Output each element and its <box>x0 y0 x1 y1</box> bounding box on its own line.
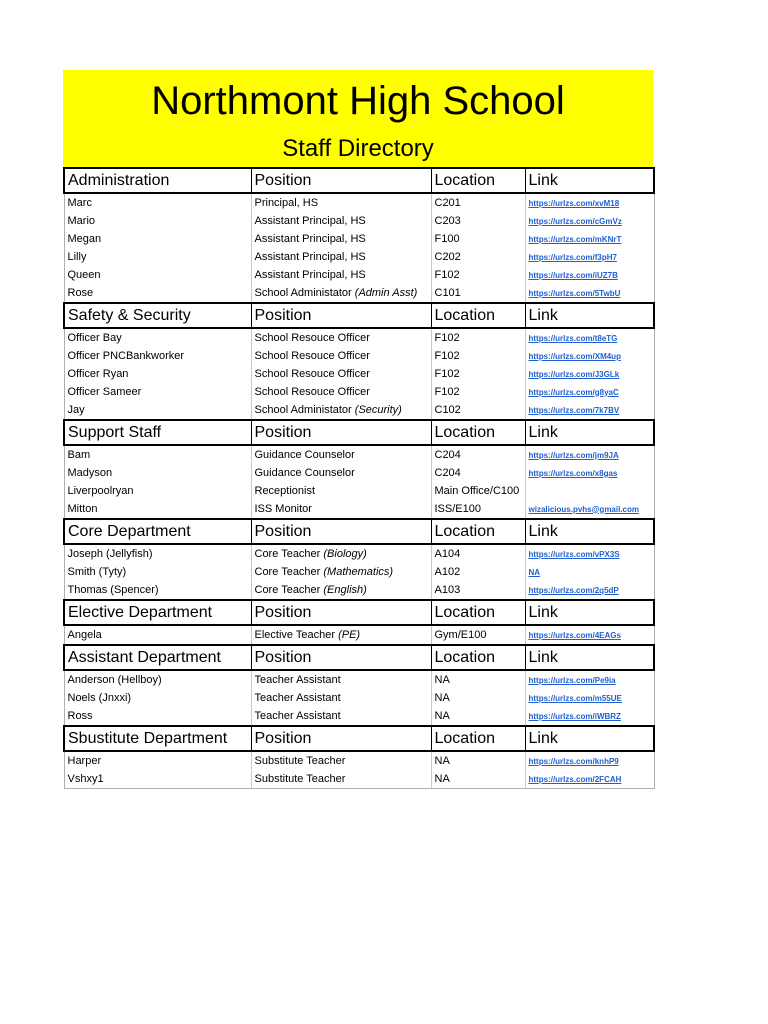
position-header: Position <box>251 420 431 445</box>
table-row <box>64 581 654 600</box>
staff-link-cell <box>525 625 654 645</box>
staff-position <box>251 230 431 248</box>
staff-name: Madyson <box>64 464 251 482</box>
staff-name: Marc <box>64 193 251 212</box>
staff-link-cell <box>525 707 654 726</box>
staff-link-cell <box>525 266 654 284</box>
position-text: Elective Teacher <box>254 629 339 641</box>
table-row <box>64 482 654 500</box>
staff-link[interactable]: https://urlzs.com/x8gas <box>528 468 618 478</box>
staff-link[interactable]: https://urlzs.com/J3GLk <box>528 369 620 379</box>
staff-name: Jay <box>64 401 251 420</box>
location-header: Location <box>431 726 525 751</box>
position-text: Teacher Assistant <box>254 674 341 686</box>
position-header: Position <box>251 168 431 193</box>
staff-name: Officer Ryan <box>64 365 251 383</box>
table-row <box>64 563 654 581</box>
page-subtitle: Staff Directory <box>282 135 434 162</box>
position-text: Core Teacher <box>254 584 324 596</box>
staff-position <box>251 770 431 789</box>
staff-location: C102 <box>431 401 525 420</box>
staff-link-cell <box>525 563 654 581</box>
position-note: (Admin Asst) <box>354 287 418 299</box>
position-text: Substitute Teacher <box>254 755 346 767</box>
staff-link-cell <box>525 212 654 230</box>
table-row <box>64 544 654 563</box>
staff-position <box>251 445 431 464</box>
section-title: Assistant Department <box>64 645 251 670</box>
link-header: Link <box>525 645 654 670</box>
staff-position <box>251 365 431 383</box>
position-text: School Administator <box>254 404 355 416</box>
staff-link[interactable]: https://urlzs.com/4EAGs <box>528 630 621 640</box>
staff-link-cell <box>525 544 654 563</box>
section-header-row <box>64 519 654 544</box>
staff-link[interactable]: https://urlzs.com/XM4up <box>528 351 621 361</box>
staff-link[interactable]: https://urlzs.com/m55UE <box>528 693 622 703</box>
staff-location: C101 <box>431 284 525 303</box>
staff-position <box>251 193 431 212</box>
position-header: Position <box>251 303 431 328</box>
staff-name: Officer Sameer <box>64 383 251 401</box>
staff-name: Liverpoolryan <box>64 482 251 500</box>
staff-position <box>251 500 431 519</box>
link-header: Link <box>525 168 654 193</box>
staff-location: F102 <box>431 383 525 401</box>
table-row <box>64 751 654 770</box>
staff-link[interactable]: https://urlzs.com/vPX3S <box>528 549 620 559</box>
staff-link[interactable]: https://urlzs.com/knhP9 <box>528 756 619 766</box>
table-row <box>64 464 654 482</box>
staff-name: Bam <box>64 445 251 464</box>
staff-position <box>251 248 431 266</box>
staff-position <box>251 689 431 707</box>
link-header: Link <box>525 726 654 751</box>
staff-link[interactable]: https://urlzs.com/jm9JA <box>528 450 619 460</box>
staff-position <box>251 328 431 347</box>
staff-location: C202 <box>431 248 525 266</box>
staff-link-cell <box>525 581 654 600</box>
staff-link-cell <box>525 328 654 347</box>
section-header-row <box>64 645 654 670</box>
link-header: Link <box>525 303 654 328</box>
staff-name: Rose <box>64 284 251 303</box>
section-title: Elective Department <box>64 600 251 625</box>
staff-name: Joseph (Jellyfish) <box>64 544 251 563</box>
table-row <box>64 365 654 383</box>
table-row <box>64 707 654 726</box>
position-note: (Security) <box>354 404 402 416</box>
table-row <box>64 284 654 303</box>
staff-link[interactable]: https://urlzs.com/xvM18 <box>528 198 620 208</box>
position-text: ISS Monitor <box>254 503 312 515</box>
staff-link-cell <box>525 284 654 303</box>
staff-location: Gym/E100 <box>431 625 525 645</box>
table-row <box>64 230 654 248</box>
staff-location: NA <box>431 707 525 726</box>
staff-position <box>251 464 431 482</box>
section-title: Administration <box>64 168 251 193</box>
section-title: Support Staff <box>64 420 251 445</box>
table-row <box>64 689 654 707</box>
position-text: Guidance Counselor <box>254 467 355 479</box>
staff-position <box>251 670 431 689</box>
staff-name: Noels (Jnxxi) <box>64 689 251 707</box>
staff-link-cell <box>525 464 654 482</box>
staff-location: F100 <box>431 230 525 248</box>
section-title: Core Department <box>64 519 251 544</box>
position-header: Position <box>251 726 431 751</box>
table-row <box>64 770 654 789</box>
staff-link-cell <box>525 401 654 420</box>
link-header: Link <box>525 519 654 544</box>
staff-position <box>251 581 431 600</box>
location-header: Location <box>431 168 525 193</box>
staff-location: C203 <box>431 212 525 230</box>
staff-name: Thomas (Spencer) <box>64 581 251 600</box>
section-header-row <box>64 168 654 193</box>
position-text: Core Teacher <box>254 566 324 578</box>
staff-link-cell <box>525 500 654 519</box>
staff-link-cell <box>525 770 654 789</box>
section-header-row <box>64 303 654 328</box>
location-header: Location <box>431 645 525 670</box>
staff-location: NA <box>431 751 525 770</box>
staff-link-cell <box>525 365 654 383</box>
staff-name: Smith (Tyty) <box>64 563 251 581</box>
position-text: Teacher Assistant <box>254 692 341 704</box>
staff-link-cell <box>525 248 654 266</box>
position-text: School Resouce Officer <box>254 332 370 344</box>
staff-name: Anderson (Hellboy) <box>64 670 251 689</box>
table-row <box>64 347 654 365</box>
section-header-row <box>64 600 654 625</box>
staff-link[interactable]: https://urlzs.com/t8eTG <box>528 333 618 343</box>
staff-location: A103 <box>431 581 525 600</box>
position-text: School Resouce Officer <box>254 350 370 362</box>
staff-location: F102 <box>431 347 525 365</box>
table-row <box>64 248 654 266</box>
position-note: (Mathematics) <box>323 566 394 578</box>
position-text: School Administator <box>254 287 355 299</box>
section-header-row <box>64 420 654 445</box>
table-row <box>64 193 654 212</box>
staff-location: NA <box>431 770 525 789</box>
position-note: (English) <box>323 584 367 596</box>
staff-link[interactable]: https://urlzs.com/7k7BV <box>528 405 620 415</box>
position-text: Guidance Counselor <box>254 449 355 461</box>
link-header: Link <box>525 420 654 445</box>
staff-position <box>251 266 431 284</box>
staff-location: NA <box>431 670 525 689</box>
staff-link-cell <box>525 383 654 401</box>
staff-link-cell <box>525 445 654 464</box>
section-title: Sbustitute Department <box>64 726 251 751</box>
staff-link[interactable]: https://urlzs.com/5TwbU <box>528 288 621 298</box>
staff-location: A104 <box>431 544 525 563</box>
position-header: Position <box>251 519 431 544</box>
staff-location: C204 <box>431 464 525 482</box>
staff-position <box>251 284 431 303</box>
staff-link[interactable]: wizalicious.pvhs@gmail.com <box>528 504 639 514</box>
staff-location: Main Office/C100 <box>431 482 525 500</box>
position-text: Receptionist <box>254 485 316 497</box>
staff-name: Angela <box>64 625 251 645</box>
title-banner <box>63 70 653 167</box>
position-header: Position <box>251 645 431 670</box>
staff-directory-sheet <box>63 70 653 789</box>
staff-link-cell <box>525 193 654 212</box>
position-text: School Resouce Officer <box>254 368 370 380</box>
staff-link-cell <box>525 670 654 689</box>
staff-name: Vshxy1 <box>64 770 251 789</box>
staff-link[interactable]: https://urlzs.com/f3pH7 <box>528 252 617 262</box>
table-row <box>64 625 654 645</box>
staff-location: F102 <box>431 365 525 383</box>
staff-link-cell <box>525 689 654 707</box>
staff-link-cell <box>525 482 654 500</box>
position-text: School Resouce Officer <box>254 386 370 398</box>
table-row <box>64 500 654 519</box>
staff-position <box>251 482 431 500</box>
table-row <box>64 401 654 420</box>
staff-location: F102 <box>431 266 525 284</box>
link-header: Link <box>525 600 654 625</box>
staff-name: Harper <box>64 751 251 770</box>
staff-link[interactable]: https://urlzs.com/Pe9ia <box>528 675 616 685</box>
location-header: Location <box>431 420 525 445</box>
staff-location: C201 <box>431 193 525 212</box>
staff-location: NA <box>431 689 525 707</box>
staff-location: A102 <box>431 563 525 581</box>
staff-location: ISS/E100 <box>431 500 525 519</box>
table-row <box>64 212 654 230</box>
position-text: Assistant Principal, HS <box>254 251 366 263</box>
page-title: Northmont High School <box>151 79 565 123</box>
staff-name: Officer Bay <box>64 328 251 347</box>
staff-name: Queen <box>64 266 251 284</box>
staff-link[interactable]: https://urlzs.com/cGmVz <box>528 216 622 226</box>
staff-location: F102 <box>431 328 525 347</box>
staff-name: Lilly <box>64 248 251 266</box>
table-row <box>64 328 654 347</box>
staff-name: Ross <box>64 707 251 726</box>
location-header: Location <box>431 303 525 328</box>
staff-position <box>251 751 431 770</box>
staff-position <box>251 383 431 401</box>
position-text: Principal, HS <box>254 197 319 209</box>
staff-link-cell <box>525 230 654 248</box>
table-row <box>64 383 654 401</box>
staff-name: Mitton <box>64 500 251 519</box>
location-header: Location <box>431 519 525 544</box>
staff-position <box>251 544 431 563</box>
staff-position <box>251 625 431 645</box>
position-text: Assistant Principal, HS <box>254 269 366 281</box>
staff-link[interactable]: https://urlzs.com/iWBRZ <box>528 711 621 721</box>
position-text: Assistant Principal, HS <box>254 233 366 245</box>
section-header-row <box>64 726 654 751</box>
staff-name: Megan <box>64 230 251 248</box>
staff-name: Officer PNCBankworker <box>64 347 251 365</box>
table-row <box>64 445 654 464</box>
position-header: Position <box>251 600 431 625</box>
directory-table <box>63 167 655 789</box>
position-note: (PE) <box>338 629 361 641</box>
staff-name: Mario <box>64 212 251 230</box>
staff-position <box>251 707 431 726</box>
staff-position <box>251 401 431 420</box>
staff-position <box>251 212 431 230</box>
position-text: Substitute Teacher <box>254 773 346 785</box>
table-row <box>64 670 654 689</box>
position-text: Assistant Principal, HS <box>254 215 366 227</box>
staff-link-cell <box>525 347 654 365</box>
staff-link[interactable]: https://urlzs.com/2FCAH <box>528 774 622 784</box>
staff-link[interactable]: https://urlzs.com/iUZ7B <box>528 270 618 280</box>
position-text: Core Teacher <box>254 548 324 560</box>
location-header: Location <box>431 600 525 625</box>
staff-link[interactable]: https://urlzs.com/g8yaC <box>528 387 619 397</box>
position-note: (Biology) <box>323 548 367 560</box>
staff-link[interactable]: https://urlzs.com/2q5dP <box>528 585 619 595</box>
staff-link[interactable]: https://urlzs.com/mKNrT <box>528 234 622 244</box>
staff-location: C204 <box>431 445 525 464</box>
staff-link[interactable]: NA <box>528 567 541 577</box>
staff-position <box>251 563 431 581</box>
position-text: Teacher Assistant <box>254 710 341 722</box>
staff-position <box>251 347 431 365</box>
staff-link-cell <box>525 751 654 770</box>
table-row <box>64 266 654 284</box>
section-title: Safety & Security <box>64 303 251 328</box>
